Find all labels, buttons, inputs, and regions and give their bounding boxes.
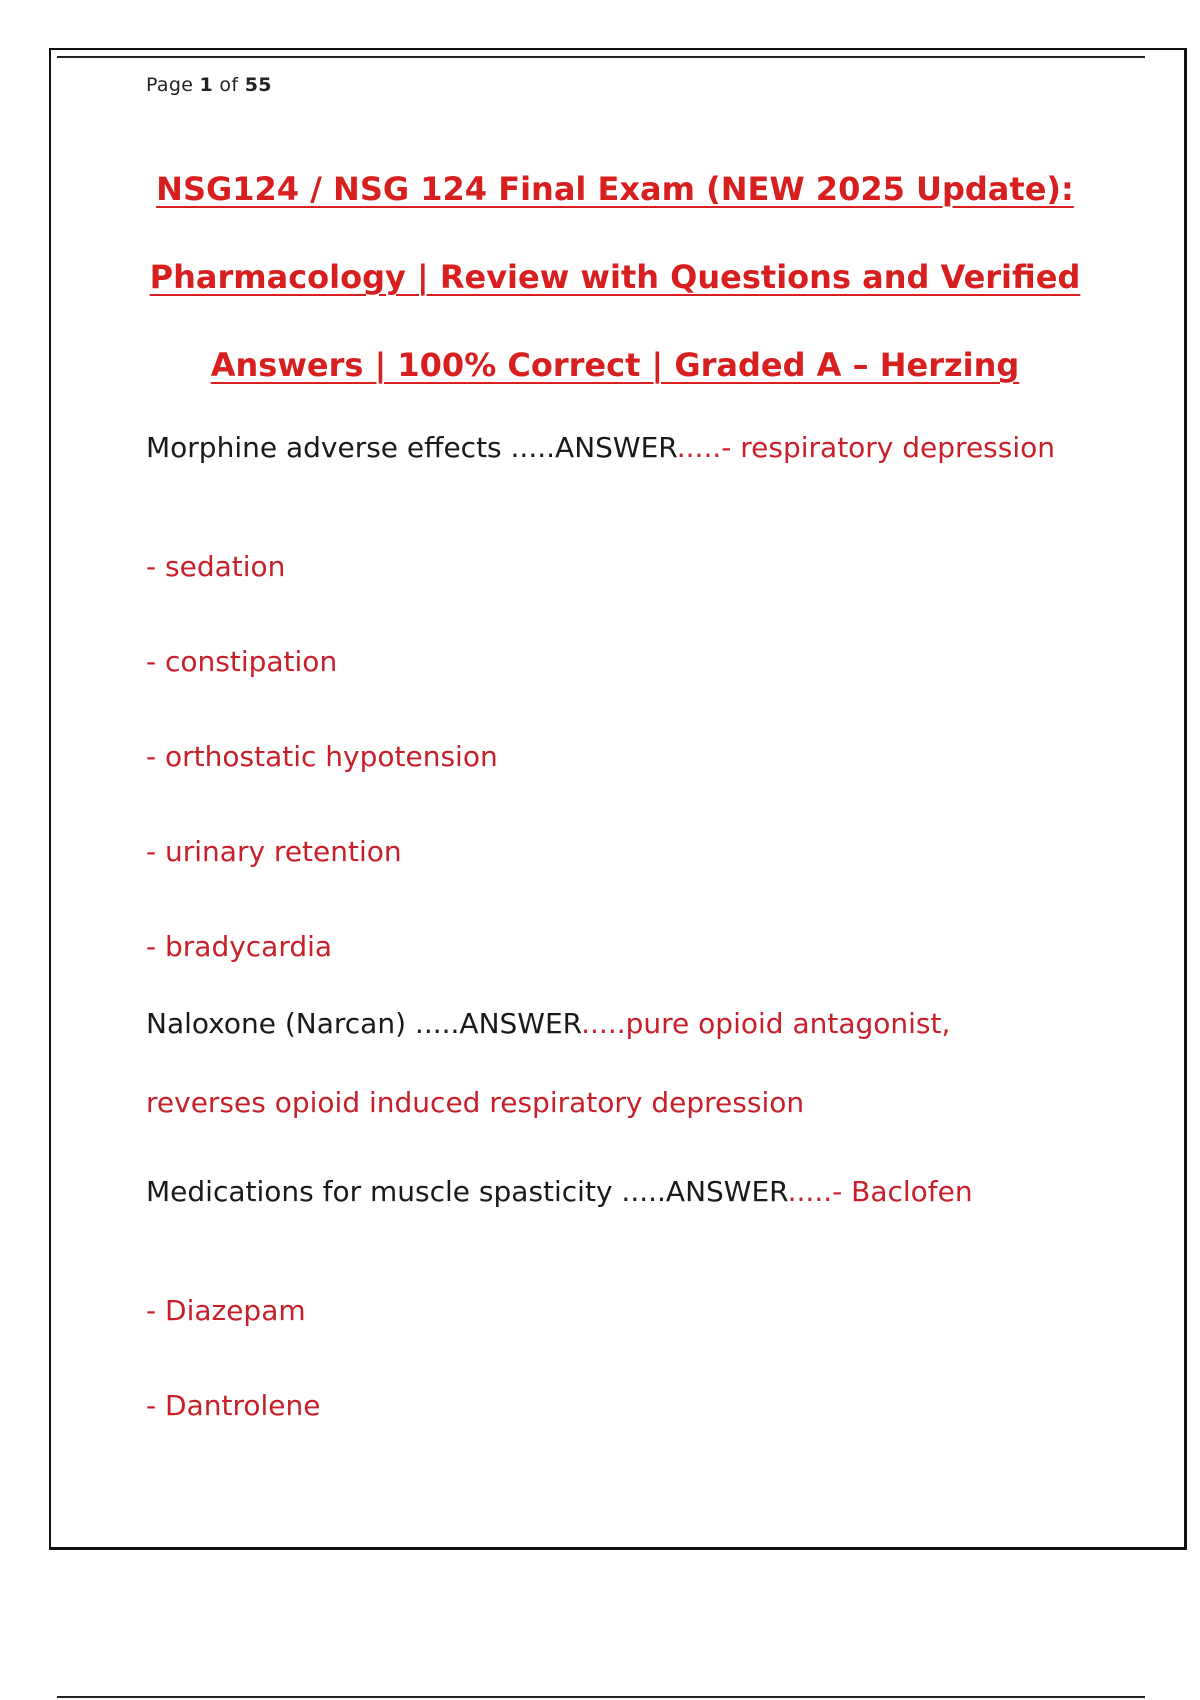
answer-text: .....- Baclofen: [787, 1175, 973, 1208]
answer-item: - Diazepam: [146, 1294, 306, 1327]
answer-item: - constipation: [146, 645, 338, 678]
title-line-2: Pharmacology | Review with Questions and Verified: [149, 258, 1081, 296]
answer-text: .....pure opioid antagonist,: [581, 1007, 951, 1040]
qa-question-line: [146, 1000, 1156, 1048]
page-label: Page: [146, 74, 194, 96]
answer-item: - bradycardia: [146, 930, 333, 963]
answer-item: - orthostatic hypotension: [146, 740, 498, 773]
question-text: Medications for muscle spasticity .....ANSWER: [146, 1175, 788, 1208]
question-text: Naloxone (Narcan) .....ANSWER: [146, 1007, 582, 1040]
answer-item: - urinary retention: [146, 835, 402, 868]
page-number: [146, 74, 272, 96]
answer-item: - Dantrolene: [146, 1389, 321, 1422]
page-of: of: [219, 74, 239, 96]
qa-block-muscle-spasticity: [146, 1168, 1156, 1453]
question-text: Morphine adverse effects .....ANSWER: [146, 431, 677, 464]
qa-question-line: [146, 1168, 1156, 1216]
top-rule: [57, 56, 1145, 58]
answer-continuation: reverses opioid induced respiratory depression: [146, 1086, 805, 1119]
answer-text: .....- respiratory depression: [676, 431, 1056, 464]
qa-block-morphine: [146, 424, 1156, 994]
qa-block-naloxone: [146, 1000, 1156, 1127]
page-current: 1: [199, 74, 214, 96]
bottom-rule: [57, 1696, 1145, 1698]
page-total: 55: [244, 74, 272, 96]
document-title: [100, 145, 1130, 409]
answer-item: - sedation: [146, 550, 286, 583]
qa-question-line: [146, 424, 1156, 472]
title-line-3: Answers | 100% Correct | Graded A – Herzing: [210, 346, 1020, 384]
title-line-1: NSG124 / NSG 124 Final Exam (NEW 2025 Update):: [156, 170, 1074, 208]
